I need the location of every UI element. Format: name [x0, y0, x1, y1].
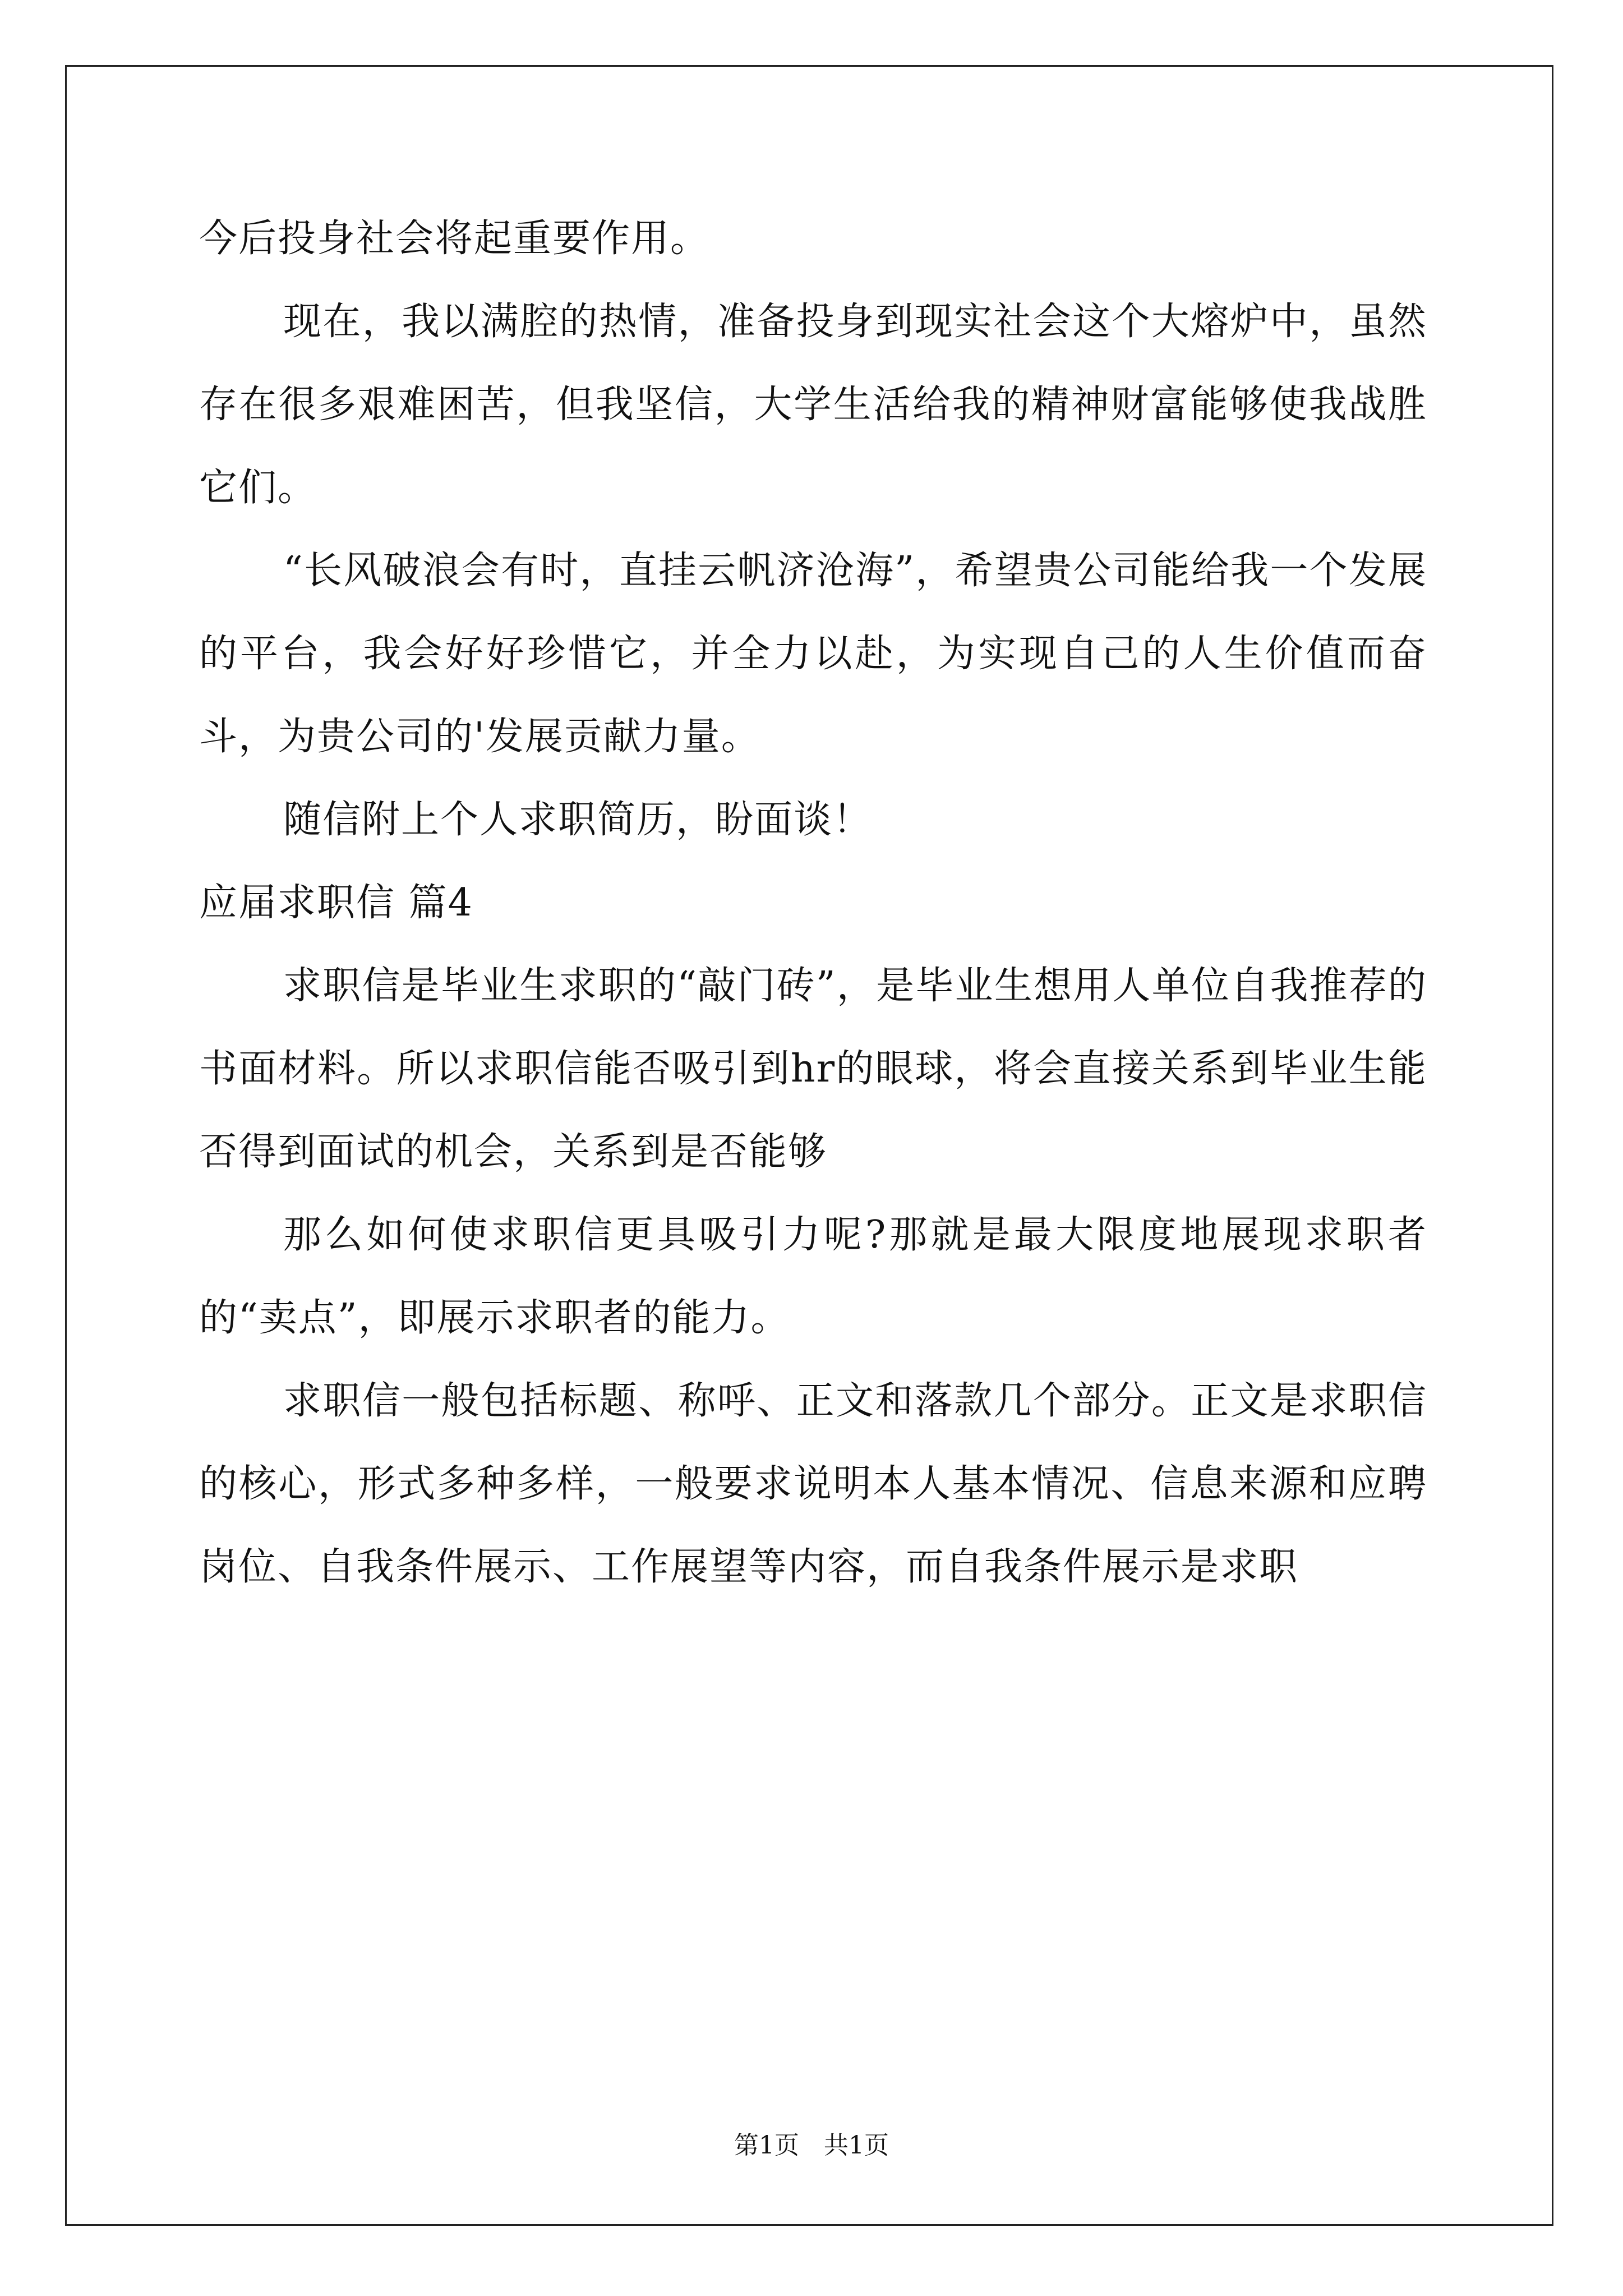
paragraph: 求职信一般包括标题、称呼、正文和落款几个部分。正文是求职信的核心，形式多种多样，一般要求说明本人基本情况、信息来源和应聘岗位、自我条件展示、工作展望等内容，而自我条件展示是求职	[199, 1379, 1427, 1589]
paragraph: 那么如何使求职信更具吸引力呢?那就是最大限度地展现求职者的“卖点”，即展示求职者的能力。	[199, 1213, 1427, 1340]
page-total: 共1页	[824, 2131, 889, 2160]
paragraph: 求职信是毕业生求职的“敲门砖”，是毕业生想用人单位自我推荐的书面材料。所以求职信能否吸引到hr的眼球，将会直接关系到毕业生能否得到面试的机会，关系到是否能够	[199, 964, 1427, 1174]
page-footer	[0, 2129, 1623, 2162]
page-number: 第1页	[734, 2131, 799, 2160]
paragraph: 今后投身社会将起重要作用。	[199, 217, 710, 261]
paragraph: “长风破浪会有时，直挂云帆济沧海”，希望贵公司能给我一个发展的平台，我会好好珍惜它，并全力以赴，为实现自己的人生价值而奋斗，为贵公司的'发展贡献力量。	[199, 549, 1427, 759]
paragraph: 现在，我以满腔的热情，准备投身到现实社会这个大熔炉中，虽然存在很多艰难困苦，但我坚信，大学生活给我的精神财富能够使我战胜它们。	[199, 300, 1427, 510]
document-body	[199, 197, 1427, 1609]
paragraph: 随信附上个人求职简历，盼面谈！	[283, 798, 873, 842]
section-heading: 应届求职信 篇4	[199, 881, 473, 925]
